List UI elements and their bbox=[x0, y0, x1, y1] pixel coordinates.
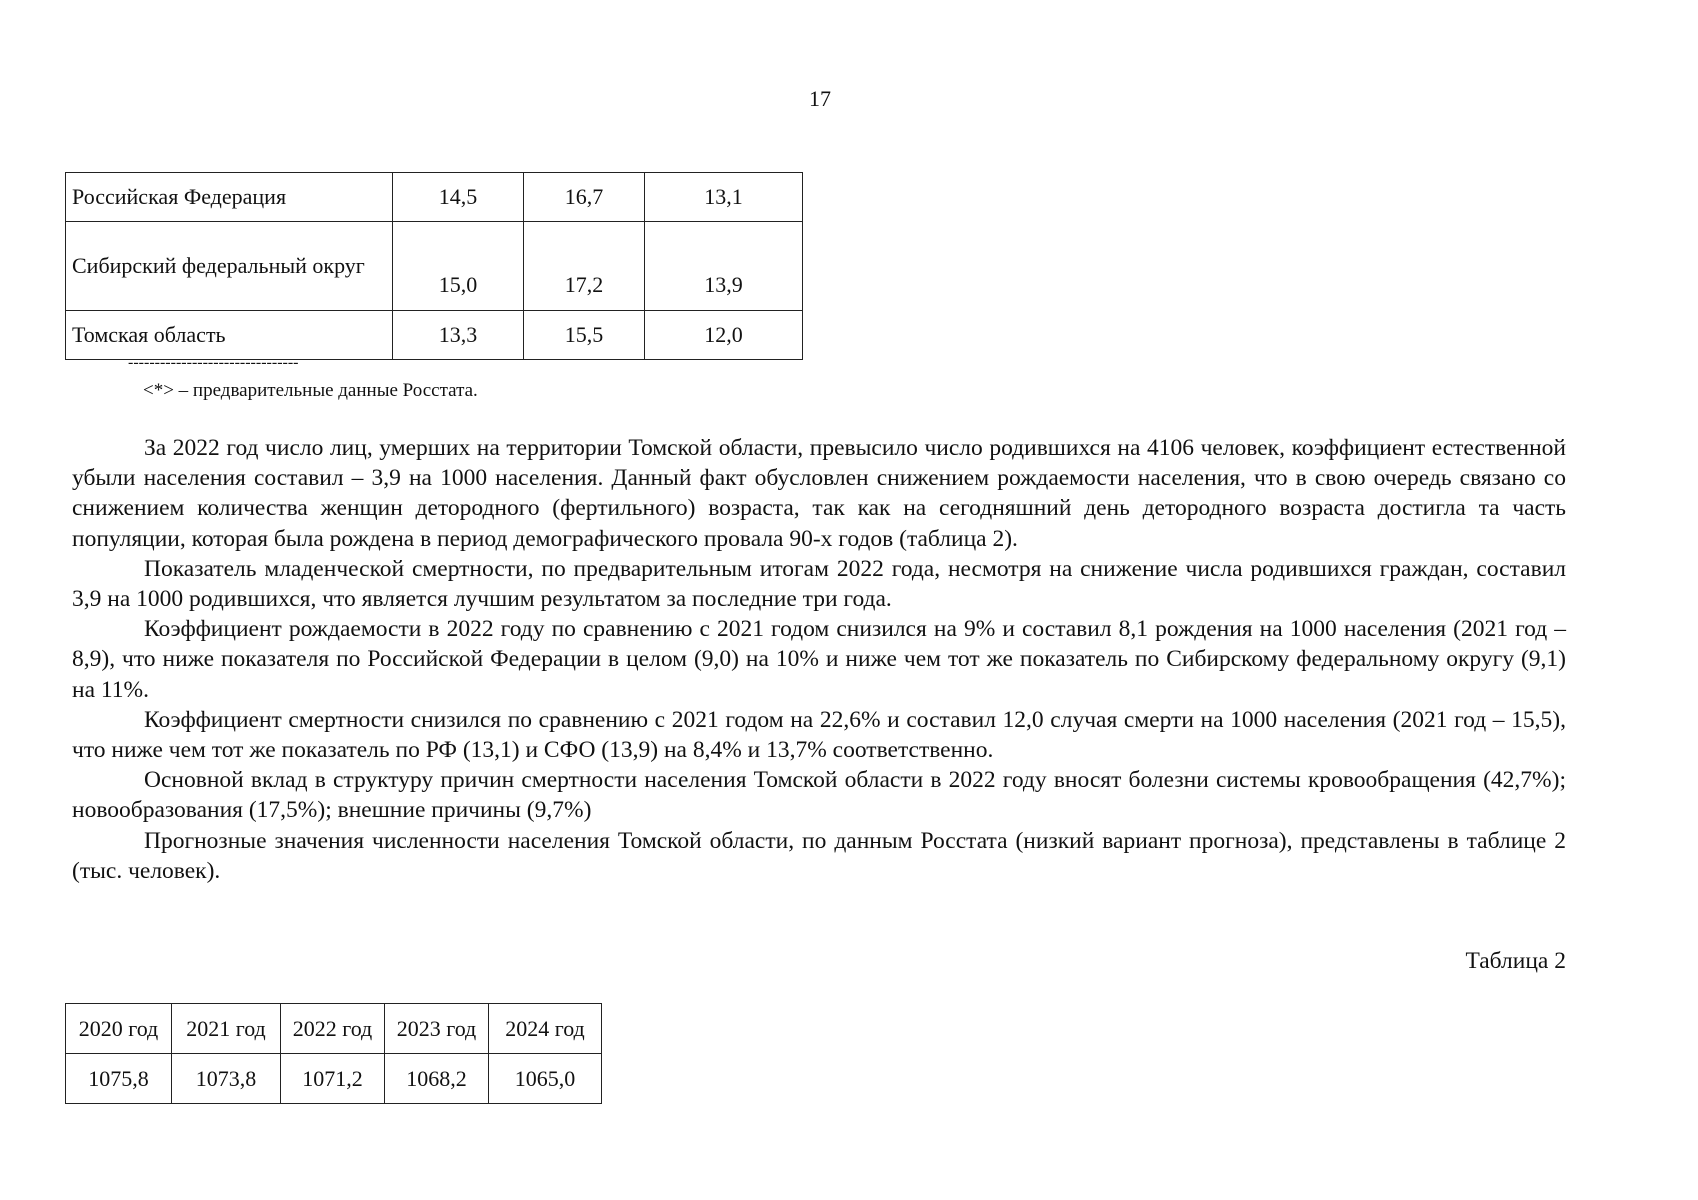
table-cell: 13,9 bbox=[645, 222, 803, 311]
paragraph: Прогнозные значения численности населения Томской области, по данным Росстата (низкий вариант прогноза), представлены в таблице 2 (тыс. человек). bbox=[72, 827, 1566, 884]
table-cell: 1065,0 bbox=[489, 1054, 602, 1104]
population-forecast-table bbox=[65, 1003, 602, 1104]
footnote-separator: -------------------------------- bbox=[128, 354, 299, 371]
region-name: Сибирский федеральный округ bbox=[66, 222, 393, 311]
column-header: 2021 год bbox=[172, 1004, 281, 1054]
table-row bbox=[66, 173, 803, 222]
region-name: Российская Федерация bbox=[66, 173, 393, 222]
paragraph: За 2022 год число лиц, умерших на территории Томской области, превысило число родившихся на 4106 человек, коэффициент естественной убыли населения составил – 3,9 на 1000 населения. Данный факт обусловлен снижением рождаемости населения, что в свою очередь связано со снижением количества женщин детородного (фертильного) возраста, так как на сегодняшний день детородного возраста достигла та часть популяции, которая была рождена в период демографического провала 90-х годов (таблица 2). bbox=[72, 435, 1566, 552]
table-row bbox=[66, 311, 803, 360]
table-cell: 13,3 bbox=[393, 311, 524, 360]
column-header: 2023 год bbox=[385, 1004, 489, 1054]
column-header: 2022 год bbox=[281, 1004, 385, 1054]
table-cell: 1068,2 bbox=[385, 1054, 489, 1104]
paragraph: Основной вклад в структуру причин смертности населения Томской области в 2022 году вносят болезни системы кровообращения (42,7%); новообразования (17,5%); внешние причины (9,7%) bbox=[72, 767, 1566, 824]
table-cell: 1073,8 bbox=[172, 1054, 281, 1104]
table-caption: Таблица 2 bbox=[1465, 948, 1566, 974]
paragraph: Показатель младенческой смертности, по предварительным итогам 2022 года, несмотря на снижение числа родившихся граждан, составил 3,9 на 1000 родившихся, что является лучшим результатом за последние три года. bbox=[72, 555, 1566, 613]
table-cell: 15,0 bbox=[393, 222, 524, 311]
table-cell: 12,0 bbox=[645, 311, 803, 360]
paragraph: Коэффициент рождаемости в 2022 году по сравнению с 2021 годом снизился на 9% и составил 8,1 рождения на 1000 населения (2021 год – 8,9), что ниже показателя по Российской Федерации в целом (9,0) на 10% и ниже чем тот же показатель по Сибирскому федеральному округу (9,1) на 11%. bbox=[72, 616, 1566, 703]
column-header: 2024 год bbox=[489, 1004, 602, 1054]
table-cell: 13,1 bbox=[645, 173, 803, 222]
table-header-row bbox=[66, 1004, 602, 1054]
paragraph: Коэффициент смертности снизился по сравнению с 2021 годом на 22,6% и составил 12,0 случая смерти на 1000 населения (2021 год – 15,5), что ниже чем тот же показатель по РФ (13,1) и СФО (13,9) на 8,4% и 13,7% соответственно. bbox=[72, 706, 1566, 764]
table-row bbox=[66, 222, 803, 311]
region-name: Томская область bbox=[66, 311, 393, 360]
page-number: 17 bbox=[809, 86, 831, 111]
regional-rates-table bbox=[65, 172, 803, 360]
footnote: <*> – предварительные данные Росстата. bbox=[143, 380, 478, 401]
body-text bbox=[72, 433, 1566, 886]
table-cell: 14,5 bbox=[393, 173, 524, 222]
table-cell: 1071,2 bbox=[281, 1054, 385, 1104]
table-row bbox=[66, 1054, 602, 1104]
table-cell: 15,5 bbox=[524, 311, 645, 360]
table-cell: 16,7 bbox=[524, 173, 645, 222]
table-cell: 1075,8 bbox=[66, 1054, 172, 1104]
table-cell: 17,2 bbox=[524, 222, 645, 311]
column-header: 2020 год bbox=[66, 1004, 172, 1054]
